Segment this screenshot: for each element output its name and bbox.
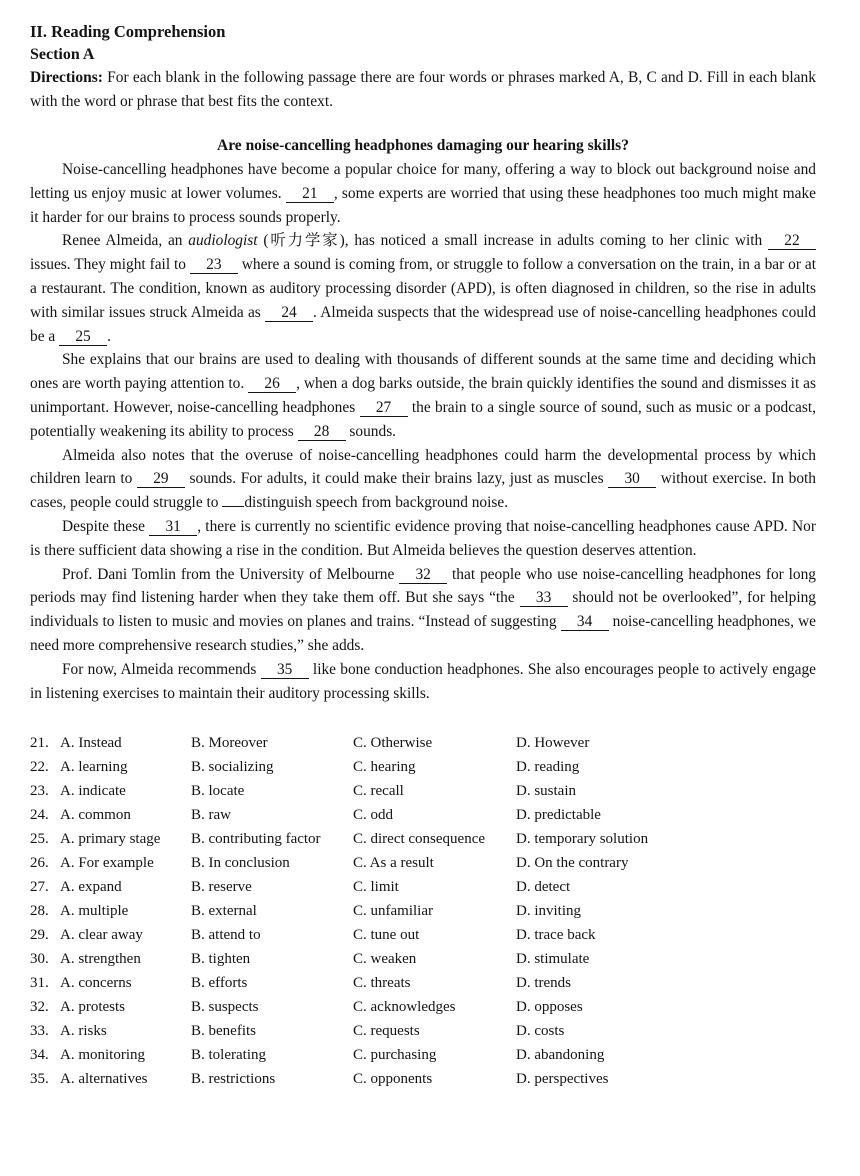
question-number: 22.	[30, 759, 49, 776]
option-d: D. stimulate	[516, 951, 590, 968]
option-c: C. unfamiliar	[353, 903, 433, 920]
option-row	[30, 827, 816, 851]
question-number: 32.	[30, 999, 49, 1016]
section-subheading: Section A	[30, 46, 95, 63]
option-c: C. tune out	[353, 927, 420, 944]
passage-text: Despite these	[62, 517, 150, 535]
option-row	[30, 779, 816, 803]
option-d: D. costs	[516, 1023, 565, 1040]
option-b: B. contributing factor	[191, 831, 321, 848]
option-row	[30, 803, 816, 827]
passage-text: where a sound is coming from, or struggle to follow a conversation on the train, in a bar or at a restaurant. The condition, known as auditory processing disorder (APD), is often diagnosed in children, so the rise in adults with similar issues struck Almeida as	[30, 256, 816, 321]
option-row	[30, 851, 816, 875]
passage-text: Almeida also notes that the overuse of noise-cancelling headphones could harm the developmental process by which children learn to	[30, 446, 816, 488]
answer-options	[30, 731, 816, 1091]
blank-28: 28	[298, 423, 346, 441]
paragraph-4	[30, 444, 816, 515]
directions-label: Directions:	[30, 69, 103, 86]
paragraph-7	[30, 658, 816, 706]
option-d: D. However	[516, 735, 590, 752]
question-number: 34.	[30, 1047, 49, 1064]
option-a: A. primary stage	[60, 831, 161, 848]
question-number: 21.	[30, 735, 49, 752]
paragraph-1	[30, 158, 816, 229]
blank-33: 33	[520, 589, 568, 607]
option-d: D. predictable	[516, 807, 601, 824]
option-row	[30, 971, 816, 995]
option-row	[30, 1043, 816, 1067]
option-d: D. trends	[516, 975, 571, 992]
option-b: B. locate	[191, 783, 245, 800]
question-number: 29.	[30, 927, 49, 944]
passage-text: like bone conduction headphones. She also encourages people to actively engage in listening exercises to maintain their auditory processing skills.	[30, 660, 817, 702]
option-b: B. Moreover	[191, 735, 268, 752]
option-a: A. Instead	[60, 735, 122, 752]
directions-text: For each blank in the following passage there are four words or phrases marked A, B, C and D. Fill in each blank with the word or phrase that best fits the context.	[30, 69, 817, 110]
passage-text: should not be overlooked”, for helping individuals to listen to music and movies on planes and trains. “Instead of suggesting	[30, 589, 816, 631]
passage-text: sounds. For adults, it could make their brains lazy, just as muscles	[184, 470, 609, 488]
passage-text: issues. They might fail to	[30, 256, 190, 274]
option-c: C. Otherwise	[353, 735, 433, 752]
question-number: 31.	[30, 975, 49, 992]
passage	[30, 158, 816, 705]
option-row	[30, 1067, 816, 1091]
option-c: C. opponents	[353, 1071, 433, 1088]
option-c: C. acknowledges	[353, 999, 456, 1016]
option-c: C. recall	[353, 783, 404, 800]
directions	[30, 66, 816, 114]
option-row	[30, 731, 816, 755]
option-d: D. reading	[516, 759, 580, 776]
option-a: A. For example	[60, 855, 154, 872]
question-number: 24.	[30, 807, 49, 824]
blank-27: 27	[360, 399, 408, 417]
question-number: 23.	[30, 783, 49, 800]
question-number: 30.	[30, 951, 49, 968]
question-number: 27.	[30, 879, 49, 896]
passage-text: Renee Almeida, an	[62, 232, 189, 250]
option-c: C. weaken	[353, 951, 417, 968]
passage-text: noise-cancelling headphones, we need more comprehensive research studies,” she adds.	[30, 613, 817, 654]
passage-text: without exercise. In both cases, people could struggle to	[30, 470, 816, 512]
passage-text: , there is currently no scientific evidence proving that noise-cancelling headphones cause APD. Nor is there sufficient data showing a rise in the condition. But Almeida believes the question deserves attention.	[30, 517, 816, 559]
question-number: 26.	[30, 855, 49, 872]
option-a: A. risks	[60, 1023, 107, 1040]
option-c: C. As a result	[353, 855, 434, 872]
glossed-term: audiologist	[188, 232, 258, 250]
option-d: D. inviting	[516, 903, 582, 920]
option-b: B. benefits	[191, 1023, 256, 1040]
option-a: A. strengthen	[60, 951, 141, 968]
passage-title: Are noise-cancelling headphones damaging our hearing skills?	[217, 137, 629, 154]
blank-34: 34	[561, 613, 609, 631]
option-b: B. socializing	[191, 759, 274, 776]
question-number: 25.	[30, 831, 49, 848]
option-a: A. alternatives	[60, 1071, 148, 1088]
paragraph-6	[30, 563, 816, 658]
option-d: D. perspectives	[516, 1071, 609, 1088]
option-c: C. purchasing	[353, 1047, 437, 1064]
option-b: B. suspects	[191, 999, 259, 1016]
passage-text: , when a dog barks outside, the brain quickly identifies the sound and dismisses it as unimportant. However, noise-cancelling headphones	[30, 375, 816, 416]
option-row	[30, 947, 816, 971]
paragraph-3	[30, 348, 816, 443]
blank-21: 21	[286, 185, 334, 203]
option-b: B. restrictions	[191, 1071, 276, 1088]
option-b: B. external	[191, 903, 257, 920]
option-c: C. hearing	[353, 759, 416, 776]
option-c: C. odd	[353, 807, 394, 824]
option-d: D. sustain	[516, 783, 576, 800]
option-a: A. protests	[60, 999, 125, 1016]
blank-26: 26	[248, 375, 296, 393]
option-a: A. monitoring	[60, 1047, 145, 1064]
passage-text: the brain to a single source of sound, such as music or a podcast, potentially weakening its ability to process	[30, 398, 816, 440]
option-row	[30, 875, 816, 899]
option-a: A. expand	[60, 879, 122, 896]
question-number: 35.	[30, 1071, 49, 1088]
option-d: D. temporary solution	[516, 831, 649, 848]
passage-text: sounds.	[345, 422, 397, 440]
option-a: A. clear away	[60, 927, 143, 944]
question-number: 28.	[30, 903, 49, 920]
option-a: A. multiple	[60, 903, 129, 920]
passage-text: .	[107, 327, 111, 345]
blank-35: 35	[261, 661, 309, 679]
passage-text: Prof. Dani Tomlin from the University of Melbourne	[62, 565, 400, 583]
paragraph-5	[30, 515, 816, 563]
passage-text: For now, Almeida recommends	[62, 660, 261, 678]
option-b: B. raw	[191, 807, 231, 824]
unnumbered-blank	[222, 506, 244, 507]
option-row	[30, 899, 816, 923]
option-b: B. tighten	[191, 951, 251, 968]
option-b: B. reserve	[191, 879, 252, 896]
option-a: A. concerns	[60, 975, 132, 992]
option-b: B. efforts	[191, 975, 248, 992]
passage-text: that people who use noise-cancelling headphones for long periods may find listening harder when they take them off. But she says “the	[30, 565, 816, 607]
option-d: D. trace back	[516, 927, 596, 944]
chinese-gloss: (听力学家)	[263, 232, 345, 250]
option-row	[30, 755, 816, 779]
option-row	[30, 1019, 816, 1043]
passage-text: . Almeida suspects that the widespread use of noise-cancelling headphones could be a	[30, 303, 816, 345]
option-a: A. learning	[60, 759, 128, 776]
section-heading: II. Reading Comprehension	[30, 22, 226, 41]
option-b: B. attend to	[191, 927, 261, 944]
blank-32: 32	[399, 566, 447, 584]
option-b: B. In conclusion	[191, 855, 290, 872]
question-number: 33.	[30, 1023, 49, 1040]
blank-25: 25	[59, 328, 107, 346]
blank-24: 24	[265, 304, 313, 322]
option-d: D. On the contrary	[516, 855, 629, 872]
passage-text: distinguish speech from background noise.	[244, 494, 509, 512]
option-b: B. tolerating	[191, 1047, 266, 1064]
blank-22: 22	[768, 232, 816, 250]
option-a: A. indicate	[60, 783, 126, 800]
option-c: C. requests	[353, 1023, 420, 1040]
option-row	[30, 995, 816, 1019]
option-a: A. common	[60, 807, 131, 824]
blank-29: 29	[137, 470, 185, 488]
blank-30: 30	[608, 470, 656, 488]
passage-text: Noise-cancelling headphones have become a popular choice for many, offering a way to block out background noise and letting us enjoy music at lower volumes.	[30, 161, 816, 202]
option-c: C. direct consequence	[353, 831, 486, 848]
paragraph-2	[30, 229, 816, 348]
passage-text: She explains that our brains are used to dealing with thousands of different sounds at the same time and deciding which ones are worth paying attention to.	[30, 351, 816, 393]
option-c: C. limit	[353, 879, 399, 896]
passage-text: , some experts are worried that using these headphones too much might make it harder for our brains to process sounds properly.	[30, 184, 816, 226]
blank-31: 31	[149, 518, 197, 536]
option-d: D. opposes	[516, 999, 583, 1016]
option-c: C. threats	[353, 975, 411, 992]
option-d: D. abandoning	[516, 1047, 605, 1064]
option-row	[30, 923, 816, 947]
passage-text: , has noticed a small increase in adults coming to her clinic with	[344, 232, 768, 250]
option-d: D. detect	[516, 879, 571, 896]
blank-23: 23	[190, 256, 238, 274]
